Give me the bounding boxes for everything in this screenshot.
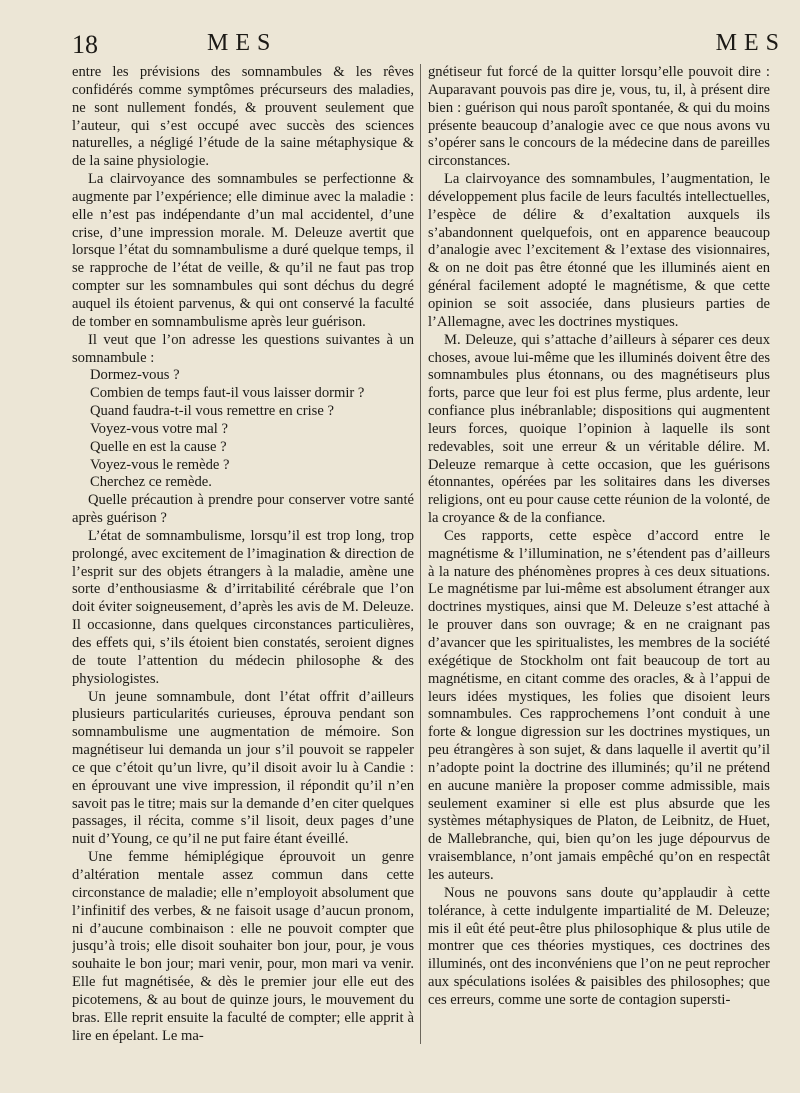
paragraph: La clairvoyance des somnambules, l’augmentation, le développement plus facile de leurs facultés intellectuelles, l’espèce de délire & d’exaltation auxquels ils s’abandonnent quelquefois, ont en apparence beaucoup d’analogie avec l’excitement & l’extase des visionnaires, & on ne doit pas être étonné que les illuminés aient en général facilement adopté le magnétisme, & que cette opinion se soit associée, dans plusieurs parties de l’Allemagne, avec les doctrines mystiques.: [428, 171, 770, 330]
paragraph: Ces rapports, cette espèce d’accord entre le magnétisme & l’illumination, ne s’étendent pas d’ailleurs à la nature des phénomènes propres à ces deux situations. Le magnétisme par lui-même est absolument étranger aux doctrines mystiques, ainsi que M. Deleuze s’est attaché à le prouver dans son ouvrage; & en ne craignant pas d’avancer que les spiritualistes, les membres de la société exégétique de Stockholm ont fait beaucoup de tort au magnétisme, en citant comme des oracles, & à l’appui de leurs idées mystiques, les folies que disoient leurs somnambules. Ces rapprochemens l’ont conduit à une forte & longue digression sur les doctrines mystiques, un peu étrangères à son sujet, & dans laquelle il avertit qu’il n’adopte point la doctrine des illuminés; qu’il ne prétend en aucune manière la proposer comme admissible, mais seulement examiner si elle est plus absurde que les systèmes métaphysiques de Platon, de Leibnitz, de Huet, de Mallebranche, qui, bien qu’on les juge dépourvus de vraisemblance, n’ont jamais empêché qu’on en respectât les auteurs.: [428, 527, 770, 883]
question-line: Cherchez ce remède.: [90, 474, 212, 491]
running-head-right: MES: [715, 30, 786, 56]
text-columns: [72, 64, 792, 1084]
running-head-left: MES: [207, 30, 278, 56]
question-line: Dormez-vous ?: [90, 367, 180, 384]
paragraph: Quelle précaution à prendre pour conserver votre santé après guérison ?: [72, 492, 414, 527]
paragraph: Il veut que l’on adresse les questions suivantes à un somnambule :: [72, 331, 414, 366]
paragraph: entre les prévisions des somnambules & les rêves confidérés comme symptômes précurseurs des maladies, ne sont nullement fondés, & prouvent seulement que l’auteur, qui s’est occupé avec succès des sciences naturelles, a négligé l’étude de la saine métaphysique & de la saine physiologie.: [72, 64, 414, 170]
right-column: [428, 64, 770, 1084]
page-header: [72, 30, 786, 62]
paragraph: Nous ne pouvons sans doute qu’applaudir à cette tolérance, à cette indulgente impartialité de M. Deleuze; mis il eût été peut-être plus philosophique & plus utile de montrer que ces théories mystiques, ces doctrines des illuminés, ont des inconvéniens que l’on ne peut reprocher aux spéculations isolées & paisibles des philosophes; que ces erreurs, comme une sorte de contagion supersti-: [428, 884, 770, 1008]
question-line: Quand faudra-t-il vous remettre en crise ?: [90, 403, 334, 420]
left-column: [72, 64, 414, 1084]
paragraph: La clairvoyance des somnambules se perfectionne & augmente par l’expérience; elle diminue avec la maladie : elle n’est pas indépendante d’un mal accidentel, d’une crise, d’une impression morale. M. Deleuze avertit que lorsque l’état du somnambulisme a duré quelque temps, il se rapproche de l’état de veille, & qu’il ne faut pas trop compter sur les somnambules qui sont déchus du degré auquel ils étoient parvenus, & qui ont conservé la faculté de tomber en somnambulisme après leur guérison.: [72, 171, 414, 330]
paragraph: Une femme hémiplégique éprouvoit un genre d’altération mentale assez commun dans cette circonstance de maladie; elle n’employoit absolument que l’infinitif des verbes, & ne faisoit usage d’aucun pronom, ni d’aucune combinaison : elle ne pouvoit compter que jusqu’à trois; elle disoit souhaiter bon jour, pour, je vous souhaite le bon jour; mari venir, pour, mon mari va venir. Elle fut magnétisée, & dès le premier jour elle eut des picotemens, & au bout de quinze jours, le mouvement du bras. Elle reprit ensuite la faculté de compter; elle apprit à lire en épelant. Le ma-: [72, 849, 414, 1044]
paragraph: Un jeune somnambule, dont l’état offrit d’ailleurs plusieurs particularités curieuses, éprouva pendant son somnambulisme une augmentation de mémoire. Son magnétiseur lui demanda un jour s’il pouvoit se rappeler ce que c’étoit qu’un livre, qu’il disoit avoir lu à Candie : en éprouvant une vive impression, il répondit qu’il n’en savoit pas le titre; mais sur la demande d’en citer quelques passages, il récita, comme s’il lisoit, deux pages d’une nuit d’Young, ce qu’il ne put faire étant éveillé.: [72, 688, 414, 848]
paragraph: gnétiseur fut forcé de la quitter lorsqu’elle pouvoit dire : Auparavant pouvois pas dire je, vous, tu, il, à présent dire bien : guérison qui nous paroît spontanée, & qui du moins présente beaucoup d’analogie avec ce que nous avons vu s’opérer sans le concours de la médecine dans de pareilles circonstances.: [428, 64, 770, 170]
question-line: Voyez-vous votre mal ?: [90, 420, 228, 437]
question-line: Quelle en est la cause ?: [90, 438, 227, 455]
paragraph: M. Deleuze, qui s’attache d’ailleurs à séparer ces deux choses, avoue lui-même que les illuminés doivent être des somnambules plus étonnans, ou des magnétiseurs plus forts, parce que leur foi est plus ferme, plus ardente, leur confiance plus inébranlable; dispositions qui augmentent leurs forces, quoique l’opinion à laquelle ils sont redevables, soit une erreur & un véritable délire. M. Deleuze remarque à cette occasion, que les guérisons étonnantes, opérées par les solitaires dans les diverses religions, ont eu pour cause cette réunion de la volonté, de la croyance & de la confiance.: [428, 331, 770, 527]
page-number: 18: [72, 30, 98, 59]
column-divider: [420, 64, 421, 1044]
paragraph: L’état de somnambulisme, lorsqu’il est trop long, trop prolongé, avec excitement de l’imagination & direction de l’esprit sur des objets étrangers à la maladie, amène une sorte d’enthousiasme & d’irritabilité cérébrale que l’on doit éviter soigneusement, d’après les avis de M. Deleuze. Il occasionne, dans quelques circonstances particulières, des effets qui, s’ils étoient bien constatés, seroient dignes de toute l’attention du médecin philosophe & des physiologistes.: [72, 527, 414, 687]
question-line: Combien de temps faut-il vous laisser dormir ?: [90, 385, 365, 402]
question-line: Voyez-vous le remède ?: [90, 456, 230, 473]
